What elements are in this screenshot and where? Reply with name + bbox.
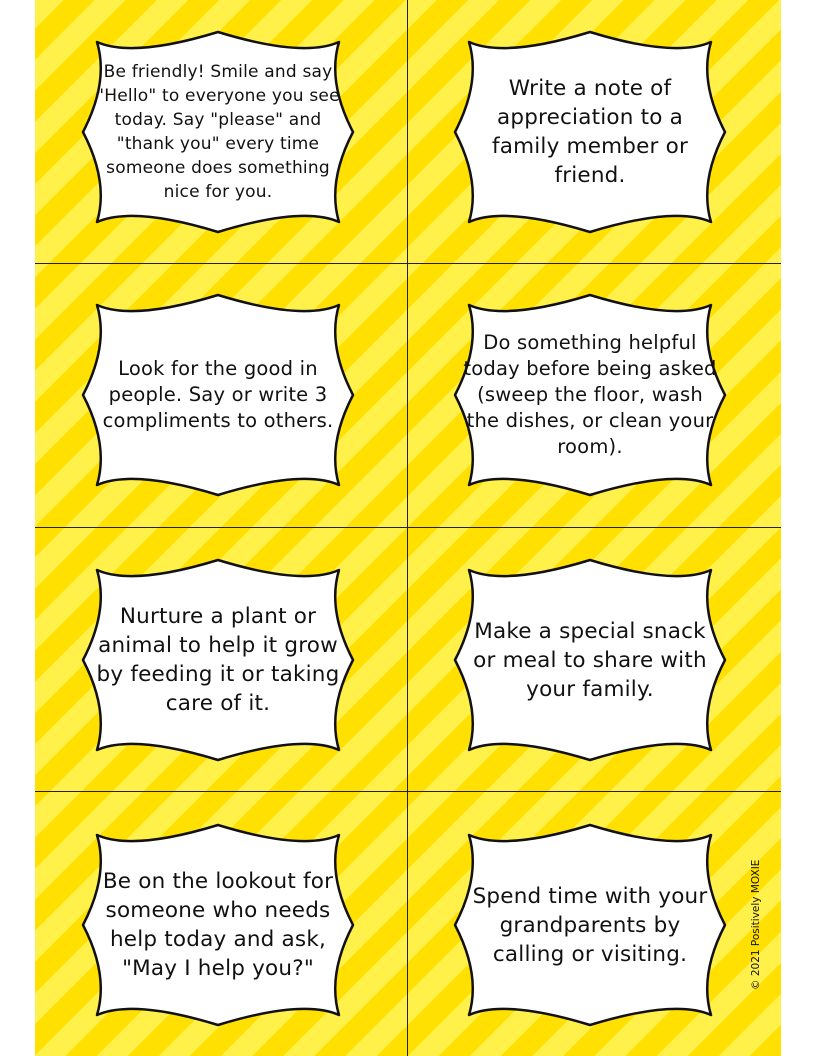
task-card (445, 22, 735, 242)
task-card (445, 285, 735, 505)
horizontal-cut-line (35, 791, 781, 792)
card-text: Spend time with your grandparents by calling or visiting. (472, 883, 708, 967)
task-card (445, 815, 735, 1035)
card-text: Nurture a plant or animal to help it grow by feeding it or taking care of it. (96, 604, 340, 716)
card-text: Be friendly! Smile and say "Hello" to everyone you see today. Say "please" and "thank you" every time someone does something nice for you. (96, 62, 340, 202)
card-text: Be on the lookout for someone who needs help today and ask, "May I help you?" (102, 869, 334, 981)
horizontal-cut-line (35, 527, 781, 528)
task-card (73, 550, 363, 770)
task-card (73, 22, 363, 242)
card-text: Write a note of appreciation to a family member or friend. (491, 76, 689, 188)
striped-card-sheet (35, 0, 781, 1056)
card-text: Look for the good in people. Say or write 3 compliments to others. (102, 357, 334, 432)
card-text: Do something helpful today before being asked (sweep the floor, wash the dishes, or clean your room). (463, 331, 717, 458)
task-card (445, 550, 735, 770)
horizontal-cut-line (35, 263, 781, 264)
copyright-notice: © 2021 Positively MOXIE (750, 859, 762, 990)
task-card (73, 285, 363, 505)
card-text: Make a special snack or meal to share with your family. (473, 618, 707, 702)
vertical-cut-line (407, 0, 408, 1056)
task-card (73, 815, 363, 1035)
